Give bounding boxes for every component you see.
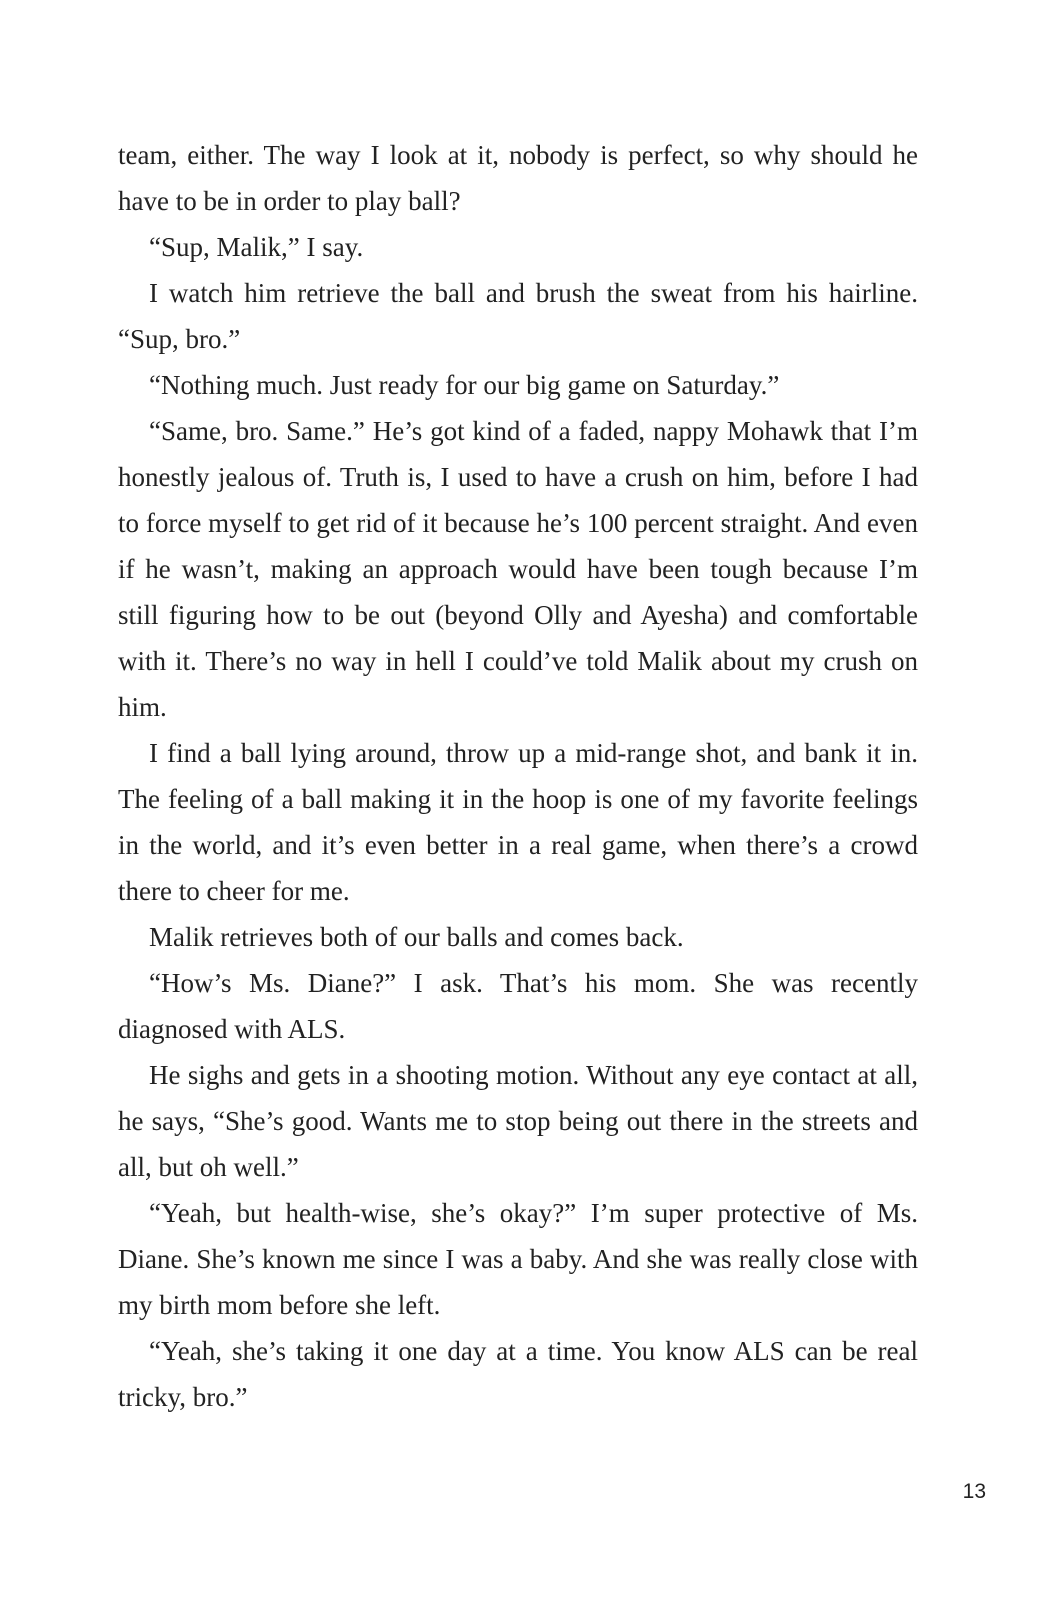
body-text	[118, 132, 918, 1420]
paragraph: “Yeah, but health-wise, she’s okay?” I’m super protective of Ms. Diane. She’s known me since I was a baby. And she was really close with my birth mom before she left.	[118, 1198, 918, 1320]
paragraph: I find a ball lying around, throw up a mid-range shot, and bank it in. The feeling of a ball making it in the hoop is one of my favorite feelings in the world, and it’s even better in a real game, when there’s a crowd there to cheer for me.	[118, 738, 918, 906]
paragraph: “Yeah, she’s taking it one day at a time. You know ALS can be real tricky, bro.”	[118, 1336, 918, 1412]
page-number: 13	[962, 1480, 986, 1503]
paragraph: Malik retrieves both of our balls and comes back.	[149, 922, 684, 952]
paragraph: “Same, bro. Same.” He’s got kind of a faded, nappy Mohawk that I’m honestly jealous of. Truth is, I used to have a crush on him, before I had to force myself to get rid of it because he’s 100 percent straight. And even if he wasn’t, making an approach would have been tough because I’m still figuring how to be out (beyond Olly and Ayesha) and comfortable with it. There’s no way in hell I could’ve told Malik about my crush on him.	[118, 416, 918, 722]
paragraph: He sighs and gets in a shooting motion. Without any eye contact at all, he says, “She’s good. Wants me to stop being out there in the streets and all, but oh well.”	[118, 1060, 918, 1182]
paragraph: “Nothing much. Just ready for our big game on Saturday.”	[149, 370, 780, 400]
paragraph: I watch him retrieve the ball and brush the sweat from his hairline. “Sup, bro.”	[118, 278, 918, 354]
paragraph: “Sup, Malik,” I say.	[149, 232, 364, 262]
paragraph: team, either. The way I look at it, nobody is perfect, so why should he have to be in order to play ball?	[118, 140, 918, 216]
paragraph: “How’s Ms. Diane?” I ask. That’s his mom. She was recently diagnosed with ALS.	[118, 968, 918, 1044]
